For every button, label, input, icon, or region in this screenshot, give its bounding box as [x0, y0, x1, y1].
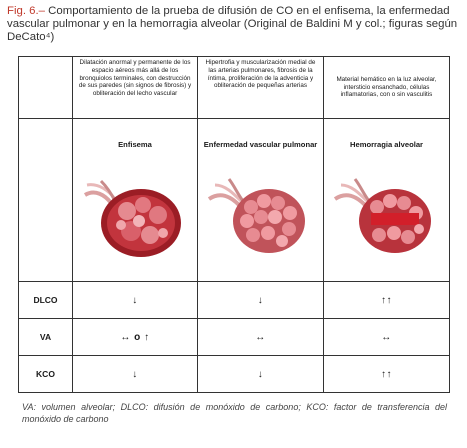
kco-emphysema-value: ↓	[73, 356, 198, 393]
empty-corner-cell	[19, 57, 73, 119]
description-cell-vascular: Hipertrofia y muscularización medial de las arterias pulmonares, fibrosis de la íntima, proliferación de la adventicia y obliteración de pequeñas arterias	[198, 57, 324, 119]
figure-caption	[7, 5, 459, 44]
row-label-dlco: DLCO	[19, 282, 73, 319]
va-hemorrhage-value: ↔	[324, 319, 450, 356]
diffusion-table	[18, 56, 450, 393]
dlco-vascular-value: ↓	[198, 282, 324, 319]
illustration-cell-vascular	[198, 119, 324, 282]
hemorrhage-alveoli-illustration	[333, 175, 441, 261]
vascular-alveoli-illustration	[207, 175, 315, 261]
figure-label: Fig. 6.–	[7, 5, 45, 17]
description-cell-hemorrhage: Material hemático en la luz alveolar, intersticio ensanchado, células inflamatorias, con o sin vasculitis	[324, 57, 450, 119]
va-vascular-value: ↔	[198, 319, 324, 356]
kco-hemorrhage-value: ↑↑	[324, 356, 450, 393]
table-footnote: VA: volumen alveolar; DLCO: difusión de monóxido de carbono; KCO: factor de transferencia del monóxido de carbono	[22, 402, 447, 424]
caption-text: Comportamiento de la prueba de difusión de CO en el enfisema, la enfermedad vascular pulmonar y en la hemorragia alveolar (Original de Baldini M y col.; figuras según DeCato⁴)	[7, 5, 458, 43]
table-row	[19, 356, 450, 393]
table-row	[19, 282, 450, 319]
condition-label-vascular: Enfermedad vascular pulmonar	[203, 139, 318, 149]
dlco-emphysema-value: ↓	[73, 282, 198, 319]
illustration-cell-hemorrhage	[324, 119, 450, 282]
description-row	[19, 57, 450, 119]
empty-label-cell	[19, 119, 73, 282]
table-row	[19, 319, 450, 356]
dlco-hemorrhage-value: ↑↑	[324, 282, 450, 319]
illustration-row	[19, 119, 450, 282]
kco-vascular-value: ↓	[198, 356, 324, 393]
row-label-kco: KCO	[19, 356, 73, 393]
emphysema-alveoli-illustration	[81, 175, 189, 261]
illustration-cell-emphysema	[73, 119, 198, 282]
condition-label-emphysema: Enfisema	[118, 139, 152, 149]
va-emphysema-value: ↔ o ↑	[73, 319, 198, 356]
row-label-va: VA	[19, 319, 73, 356]
description-cell-emphysema: Dilatación anormal y permanente de los espacio aéreos más allá de los bronquiolos terminales, con destrucción de sus paredes (sin signos de fibrosis) y obliteración del lecho vascular	[73, 57, 198, 119]
condition-label-hemorrhage: Hemorragia alveolar	[349, 139, 424, 149]
